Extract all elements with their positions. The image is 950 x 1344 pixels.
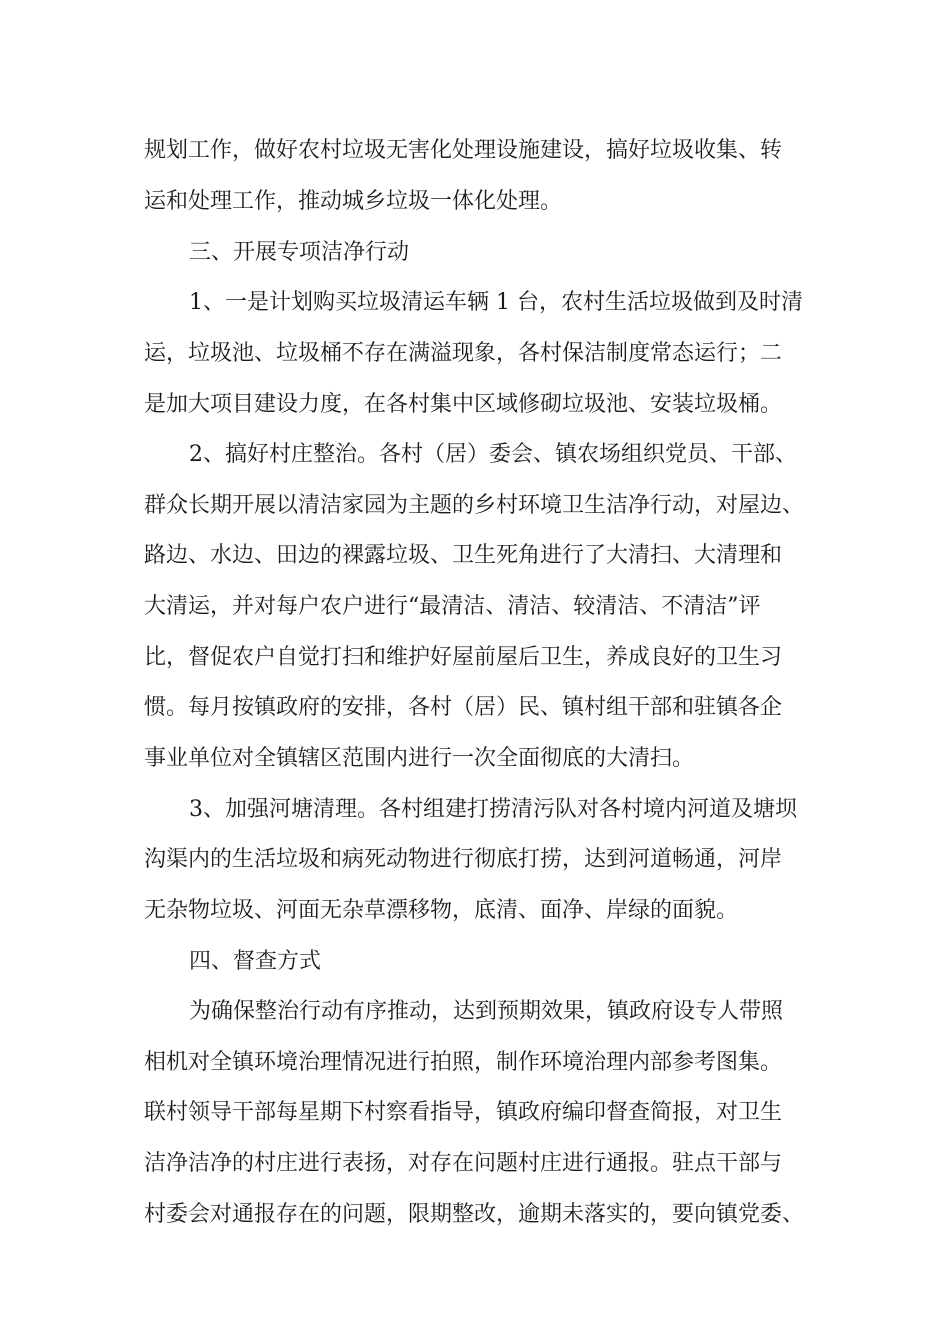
text-line bbox=[0, 1140, 950, 1188]
text-line bbox=[0, 482, 950, 530]
text-line bbox=[0, 583, 950, 631]
line-text: 事业单位对全镇辖区范围内进行一次全面彻底的大清扫。 bbox=[144, 746, 695, 771]
line-text: 运，垃圾池、垃圾桶不存在满溢现象，各村保洁制度常态运行；二 bbox=[144, 341, 783, 366]
text-line bbox=[0, 836, 950, 884]
text-line bbox=[0, 127, 950, 175]
text-line bbox=[0, 1089, 950, 1137]
line-text: 惯。每月按镇政府的安排，各村（居）民、镇村组干部和驻镇各企 bbox=[144, 695, 783, 720]
line-text: 三、开展专项洁净行动 bbox=[189, 240, 410, 265]
line-text: 大清运，并对每户农户进行“最清洁、清洁、较清洁、不清洁”评 bbox=[144, 594, 761, 619]
text-line bbox=[0, 381, 950, 429]
line-text: 沟渠内的生活垃圾和病死动物进行彻底打捞，达到河道畅通，河岸 bbox=[144, 847, 783, 872]
text-line bbox=[0, 1191, 950, 1239]
line-text: 村委会对通报存在的问题，限期整改，逾期未落实的，要向镇党委、 bbox=[144, 1202, 805, 1227]
text-line bbox=[0, 431, 950, 479]
text-line bbox=[0, 887, 950, 935]
text-line bbox=[0, 684, 950, 732]
line-text: 联村领导干部每星期下村察看指导，镇政府编印督查简报，对卫生 bbox=[144, 1100, 783, 1125]
text-line bbox=[0, 988, 950, 1036]
line-text: 群众长期开展以清洁家园为主题的乡村环境卫生洁净行动，对屋边、 bbox=[144, 493, 805, 518]
text-line bbox=[0, 532, 950, 580]
line-text: 比，督促农户自觉打扫和维护好屋前屋后卫生，养成良好的卫生习 bbox=[144, 645, 783, 670]
line-text: 无杂物垃圾、河面无杂草漂移物，底清、面净、岸绿的面貌。 bbox=[144, 898, 739, 923]
line-text: 为确保整治行动有序推动，达到预期效果，镇政府设专人带照 bbox=[189, 999, 784, 1024]
section-heading bbox=[0, 938, 950, 986]
line-text: 2、搞好村庄整治。各村（居）委会、镇农场组织党员、干部、 bbox=[189, 442, 797, 467]
text-line bbox=[0, 330, 950, 378]
line-text: 规划工作，做好农村垃圾无害化处理设施建设，搞好垃圾收集、转 bbox=[144, 138, 783, 163]
line-text: 四、督查方式 bbox=[189, 949, 322, 974]
line-text: 是加大项目建设力度，在各村集中区域修砌垃圾池、安装垃圾桶。 bbox=[144, 392, 783, 417]
line-text: 路边、水边、田边的裸露垃圾、卫生死角进行了大清扫、大清理和 bbox=[144, 543, 783, 568]
line-text: 运和处理工作，推动城乡垃圾一体化处理。 bbox=[144, 189, 563, 214]
line-text: 洁净洁净的村庄进行表扬，对存在问题村庄进行通报。驻点干部与 bbox=[144, 1151, 783, 1176]
text-line bbox=[0, 786, 950, 834]
text-line bbox=[0, 279, 950, 327]
section-heading bbox=[0, 229, 950, 277]
line-text: 1、一是计划购买垃圾清运车辆 1 台，农村生活垃圾做到及时清 bbox=[189, 290, 803, 315]
text-line bbox=[0, 178, 950, 226]
text-line bbox=[0, 735, 950, 783]
line-text: 相机对全镇环境治理情况进行拍照，制作环境治理内部参考图集。 bbox=[144, 1050, 783, 1075]
line-text: 3、加强河塘清理。各村组建打捞清污队对各村境内河道及塘坝 bbox=[189, 797, 797, 822]
text-line bbox=[0, 1039, 950, 1087]
text-line bbox=[0, 634, 950, 682]
